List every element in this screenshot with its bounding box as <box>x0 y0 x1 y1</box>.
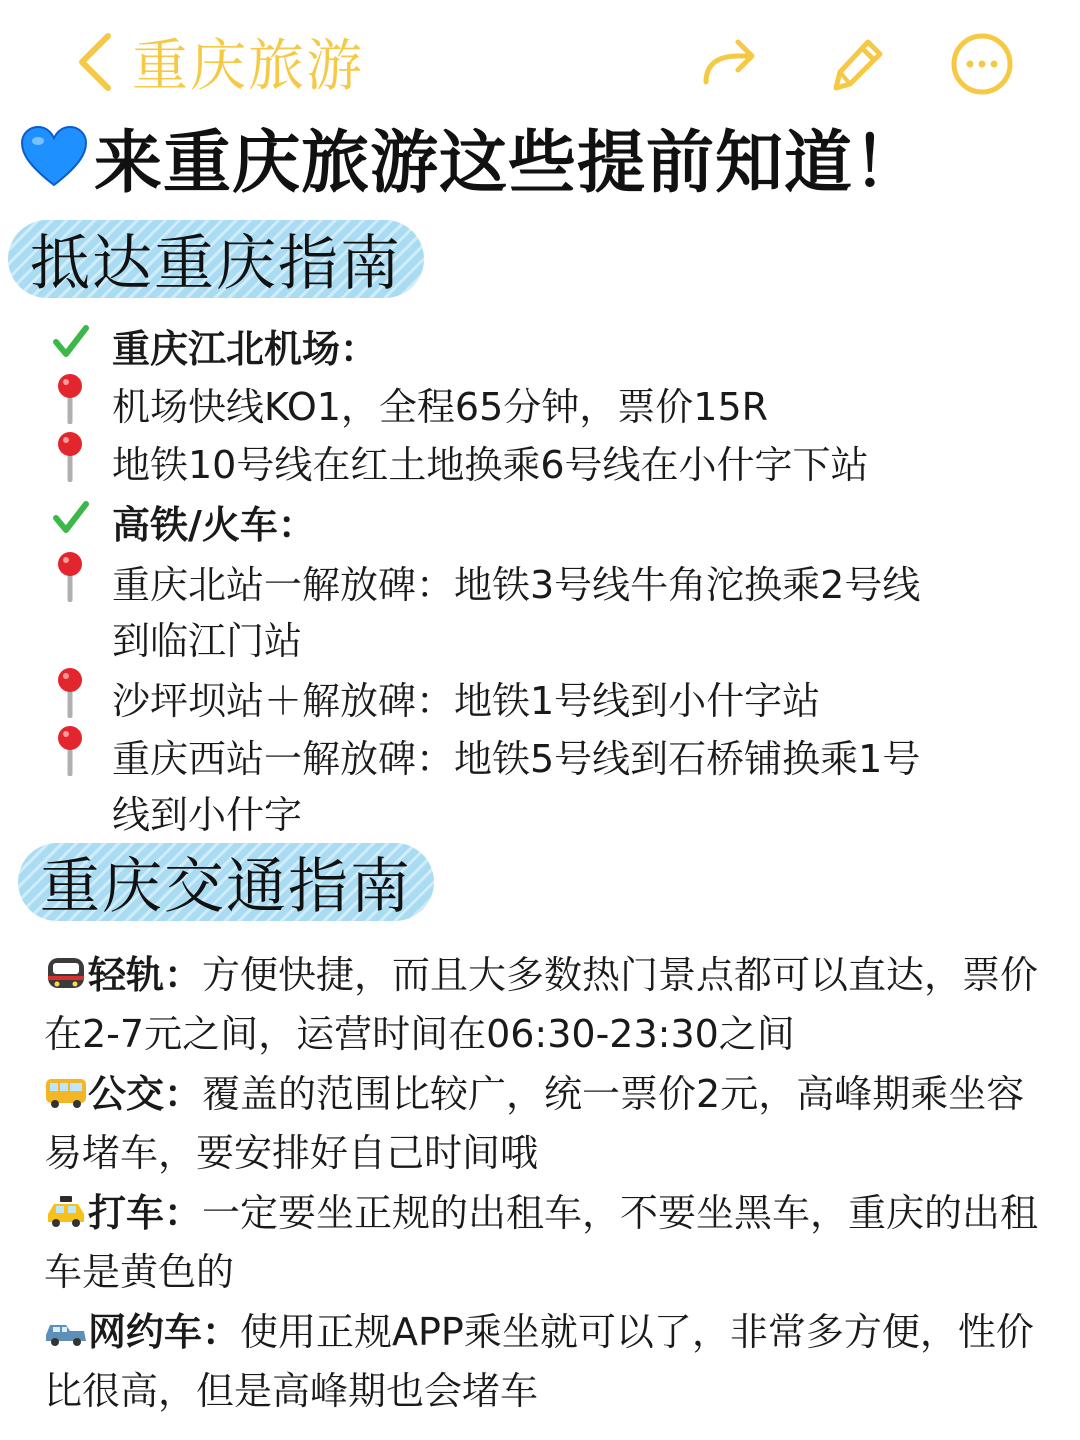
pin-icon <box>48 370 92 426</box>
list-item-text: 机场快线KO1，全程65分钟，票价15R <box>112 385 769 429</box>
top-actions <box>696 30 1016 98</box>
transport-item-metro <box>44 946 1044 1064</box>
transport-item-taxi <box>44 1184 1044 1302</box>
list-item <box>48 370 769 429</box>
pin-icon <box>48 548 92 604</box>
back-label: 重庆旅游 <box>132 34 364 99</box>
pin-icon <box>48 664 92 720</box>
more-icon <box>948 30 1016 98</box>
back-chevron-icon <box>72 30 118 94</box>
transport-label: 公交： <box>88 1072 203 1116</box>
list-item-continuation: 线到小什字 <box>112 793 303 837</box>
list-item-text: 重庆江北机场： <box>112 327 379 371</box>
page-heading <box>18 112 922 202</box>
check-icon <box>48 488 92 544</box>
back-button[interactable] <box>72 22 364 102</box>
list-item <box>48 488 316 547</box>
list-item-text: 高铁/火车： <box>112 503 316 547</box>
blue-heart-icon <box>18 121 90 193</box>
list-item-text: 重庆北站一解放碑：地铁3号线牛角沱换乘2号线 <box>112 563 921 607</box>
car-icon <box>44 1313 88 1349</box>
section-title-transport <box>18 843 434 921</box>
edit-icon <box>822 30 890 98</box>
list-item-continuation: 到临江门站 <box>112 619 303 663</box>
transport-text: 方便快捷，而且大多数热门景点都可以直达，票价在2-7元之间，运营时间在06:30-23:30之间 <box>44 953 1039 1056</box>
metro-icon <box>44 956 88 992</box>
list-item <box>48 548 921 607</box>
pin-icon <box>48 428 92 484</box>
list-item <box>48 722 921 781</box>
transport-text: 一定要坐正规的出租车，不要坐黑车，重庆的出租车是黄色的 <box>44 1191 1039 1294</box>
section-title-text: 抵达重庆指南 <box>30 229 402 299</box>
share-button[interactable] <box>696 30 764 98</box>
taxi-icon <box>44 1194 88 1230</box>
list-item <box>48 428 869 487</box>
list-item <box>48 312 379 371</box>
list-item <box>48 664 821 723</box>
transport-text: 使用正规APP乘坐就可以了，非常多方便，性价比很高，但是高峰期也会堵车 <box>44 1310 1034 1413</box>
transport-text: 覆盖的范围比较广，统一票价2元，高峰期乘坐容易堵车，要安排好自己时间哦 <box>44 1072 1025 1175</box>
bus-icon <box>44 1075 88 1111</box>
transport-label: 轻轨： <box>88 953 203 997</box>
top-bar <box>0 0 1080 120</box>
list-item-text: 重庆西站一解放碑：地铁5号线到石桥铺换乘1号 <box>112 737 921 781</box>
transport-item-bus <box>44 1065 1044 1183</box>
transport-label: 网约车： <box>88 1310 241 1354</box>
transport-label: 打车： <box>88 1191 203 1235</box>
edit-button[interactable] <box>822 30 890 98</box>
more-button[interactable] <box>948 30 1016 98</box>
check-icon <box>48 312 92 368</box>
section-title-text: 重庆交通指南 <box>40 852 412 922</box>
share-icon <box>696 30 764 98</box>
list-item-text: 沙坪坝站＋解放碑：地铁1号线到小什字站 <box>112 679 821 723</box>
list-item-text: 地铁10号线在红土地换乘6号线在小什字下站 <box>112 443 869 487</box>
transport-item-ride-hailing <box>44 1303 1044 1421</box>
section-title-arrival <box>8 220 424 298</box>
pin-icon <box>48 722 92 778</box>
page-title: 来重庆旅游这些提前知道！ <box>94 123 923 203</box>
